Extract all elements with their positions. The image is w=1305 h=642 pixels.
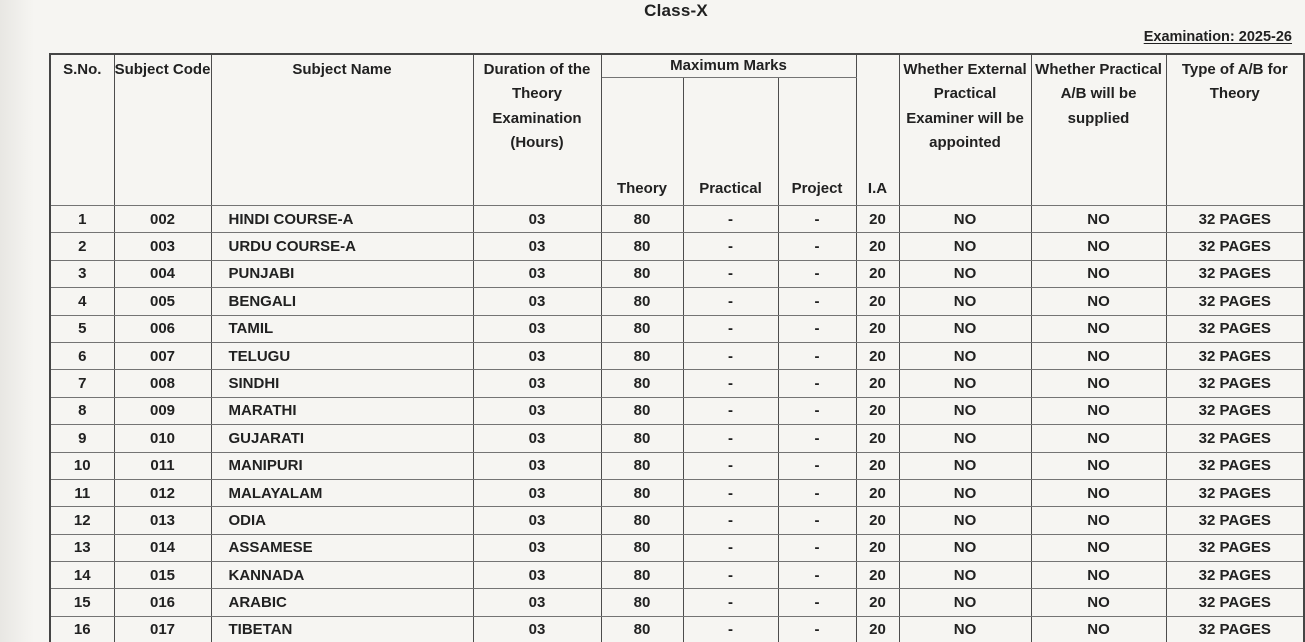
cell-external: NO bbox=[899, 479, 1031, 506]
cell-practical: - bbox=[683, 397, 778, 424]
cell-type-ab: 32 PAGES bbox=[1166, 425, 1304, 452]
cell-s-no: 9 bbox=[50, 425, 114, 452]
cell-duration: 03 bbox=[473, 260, 601, 287]
cell-name: TAMIL bbox=[211, 315, 473, 342]
cell-type-ab: 32 PAGES bbox=[1166, 206, 1304, 233]
cell-theory: 80 bbox=[601, 315, 683, 342]
cell-type-ab: 32 PAGES bbox=[1166, 288, 1304, 315]
cell-code: 007 bbox=[114, 342, 211, 369]
cell-ia: 20 bbox=[856, 342, 899, 369]
cell-practical: - bbox=[683, 425, 778, 452]
cell-name: TIBETAN bbox=[211, 616, 473, 642]
cell-code: 003 bbox=[114, 233, 211, 260]
cell-name: TELUGU bbox=[211, 342, 473, 369]
table-row bbox=[50, 315, 1304, 342]
cell-theory: 80 bbox=[601, 260, 683, 287]
cell-type-ab: 32 PAGES bbox=[1166, 342, 1304, 369]
cell-project: - bbox=[778, 452, 856, 479]
cell-s-no: 1 bbox=[50, 206, 114, 233]
cell-ab-supplied: NO bbox=[1031, 370, 1166, 397]
cell-s-no: 11 bbox=[50, 479, 114, 506]
cell-practical: - bbox=[683, 315, 778, 342]
cell-s-no: 12 bbox=[50, 507, 114, 534]
cell-theory: 80 bbox=[601, 616, 683, 642]
table-row bbox=[50, 562, 1304, 589]
cell-external: NO bbox=[899, 425, 1031, 452]
cell-duration: 03 bbox=[473, 589, 601, 616]
cell-name: MALAYALAM bbox=[211, 479, 473, 506]
table-row bbox=[50, 589, 1304, 616]
cell-code: 011 bbox=[114, 452, 211, 479]
cell-name: KANNADA bbox=[211, 562, 473, 589]
cell-practical: - bbox=[683, 342, 778, 369]
cell-external: NO bbox=[899, 288, 1031, 315]
table-row bbox=[50, 260, 1304, 287]
cell-practical: - bbox=[683, 589, 778, 616]
cell-name: ARABIC bbox=[211, 589, 473, 616]
cell-theory: 80 bbox=[601, 342, 683, 369]
cell-type-ab: 32 PAGES bbox=[1166, 562, 1304, 589]
cell-duration: 03 bbox=[473, 534, 601, 561]
cell-ab-supplied: NO bbox=[1031, 260, 1166, 287]
table-body bbox=[50, 206, 1304, 642]
cell-ab-supplied: NO bbox=[1031, 342, 1166, 369]
cell-ia: 20 bbox=[856, 315, 899, 342]
cell-type-ab: 32 PAGES bbox=[1166, 479, 1304, 506]
cell-s-no: 14 bbox=[50, 562, 114, 589]
cell-ab-supplied: NO bbox=[1031, 534, 1166, 561]
cell-code: 017 bbox=[114, 616, 211, 642]
cell-theory: 80 bbox=[601, 452, 683, 479]
cell-ab-supplied: NO bbox=[1031, 616, 1166, 642]
cell-name: MANIPURI bbox=[211, 452, 473, 479]
cell-project: - bbox=[778, 479, 856, 506]
cell-external: NO bbox=[899, 616, 1031, 642]
cell-s-no: 6 bbox=[50, 342, 114, 369]
cell-s-no: 13 bbox=[50, 534, 114, 561]
cell-theory: 80 bbox=[601, 425, 683, 452]
cell-theory: 80 bbox=[601, 507, 683, 534]
header-duration: Duration of the Theory Examination (Hours) bbox=[473, 54, 601, 206]
cell-external: NO bbox=[899, 370, 1031, 397]
cell-duration: 03 bbox=[473, 562, 601, 589]
cell-ia: 20 bbox=[856, 370, 899, 397]
cell-s-no: 4 bbox=[50, 288, 114, 315]
cell-theory: 80 bbox=[601, 288, 683, 315]
cell-external: NO bbox=[899, 342, 1031, 369]
cell-ab-supplied: NO bbox=[1031, 397, 1166, 424]
cell-s-no: 15 bbox=[50, 589, 114, 616]
cell-ab-supplied: NO bbox=[1031, 479, 1166, 506]
cell-duration: 03 bbox=[473, 507, 601, 534]
scanner-edge-shadow bbox=[0, 0, 34, 642]
cell-external: NO bbox=[899, 233, 1031, 260]
cell-name: URDU COURSE-A bbox=[211, 233, 473, 260]
cell-name: PUNJABI bbox=[211, 260, 473, 287]
header-practical: Practical bbox=[683, 78, 778, 206]
cell-type-ab: 32 PAGES bbox=[1166, 616, 1304, 642]
cell-project: - bbox=[778, 507, 856, 534]
header-ia: I.A bbox=[856, 54, 899, 206]
cell-name: HINDI COURSE-A bbox=[211, 206, 473, 233]
cell-project: - bbox=[778, 288, 856, 315]
header-project: Project bbox=[778, 78, 856, 206]
cell-ab-supplied: NO bbox=[1031, 452, 1166, 479]
cell-type-ab: 32 PAGES bbox=[1166, 315, 1304, 342]
cell-code: 012 bbox=[114, 479, 211, 506]
cell-ab-supplied: NO bbox=[1031, 562, 1166, 589]
table-row bbox=[50, 425, 1304, 452]
header-row-top bbox=[50, 54, 1304, 78]
cell-project: - bbox=[778, 534, 856, 561]
cell-practical: - bbox=[683, 562, 778, 589]
cell-practical: - bbox=[683, 479, 778, 506]
cell-theory: 80 bbox=[601, 233, 683, 260]
cell-practical: - bbox=[683, 507, 778, 534]
cell-theory: 80 bbox=[601, 206, 683, 233]
cell-duration: 03 bbox=[473, 233, 601, 260]
cell-ab-supplied: NO bbox=[1031, 233, 1166, 260]
cell-duration: 03 bbox=[473, 425, 601, 452]
cell-ab-supplied: NO bbox=[1031, 425, 1166, 452]
cell-code: 008 bbox=[114, 370, 211, 397]
cell-ia: 20 bbox=[856, 479, 899, 506]
cell-ia: 20 bbox=[856, 562, 899, 589]
cell-practical: - bbox=[683, 370, 778, 397]
cell-ab-supplied: NO bbox=[1031, 315, 1166, 342]
table-row bbox=[50, 452, 1304, 479]
cell-name: MARATHI bbox=[211, 397, 473, 424]
cell-external: NO bbox=[899, 206, 1031, 233]
cell-ia: 20 bbox=[856, 397, 899, 424]
cell-type-ab: 32 PAGES bbox=[1166, 397, 1304, 424]
cell-type-ab: 32 PAGES bbox=[1166, 534, 1304, 561]
cell-theory: 80 bbox=[601, 562, 683, 589]
cell-ab-supplied: NO bbox=[1031, 206, 1166, 233]
cell-project: - bbox=[778, 589, 856, 616]
cell-duration: 03 bbox=[473, 397, 601, 424]
cell-project: - bbox=[778, 562, 856, 589]
cell-project: - bbox=[778, 233, 856, 260]
cell-external: NO bbox=[899, 507, 1031, 534]
header-subject-code: Subject Code bbox=[114, 54, 211, 206]
cell-project: - bbox=[778, 370, 856, 397]
cell-code: 010 bbox=[114, 425, 211, 452]
cell-s-no: 16 bbox=[50, 616, 114, 642]
table-row bbox=[50, 507, 1304, 534]
cell-name: GUJARATI bbox=[211, 425, 473, 452]
cell-code: 014 bbox=[114, 534, 211, 561]
cell-name: ODIA bbox=[211, 507, 473, 534]
cell-s-no: 5 bbox=[50, 315, 114, 342]
cell-type-ab: 32 PAGES bbox=[1166, 260, 1304, 287]
cell-s-no: 10 bbox=[50, 452, 114, 479]
cell-ab-supplied: NO bbox=[1031, 288, 1166, 315]
header-subject-name: Subject Name bbox=[211, 54, 473, 206]
cell-duration: 03 bbox=[473, 315, 601, 342]
header-practical-ab: Whether Practical A/B will be supplied bbox=[1031, 54, 1166, 206]
cell-external: NO bbox=[899, 452, 1031, 479]
cell-ia: 20 bbox=[856, 288, 899, 315]
cell-code: 005 bbox=[114, 288, 211, 315]
cell-practical: - bbox=[683, 260, 778, 287]
table-row bbox=[50, 397, 1304, 424]
table-header bbox=[50, 54, 1304, 206]
cell-ia: 20 bbox=[856, 534, 899, 561]
cell-name: SINDHI bbox=[211, 370, 473, 397]
cell-ia: 20 bbox=[856, 452, 899, 479]
header-type-ab: Type of A/B for Theory bbox=[1166, 54, 1304, 206]
table-row bbox=[50, 370, 1304, 397]
cell-s-no: 8 bbox=[50, 397, 114, 424]
table-row bbox=[50, 342, 1304, 369]
cell-practical: - bbox=[683, 452, 778, 479]
cell-name: BENGALI bbox=[211, 288, 473, 315]
cell-external: NO bbox=[899, 534, 1031, 561]
cell-s-no: 7 bbox=[50, 370, 114, 397]
cell-code: 016 bbox=[114, 589, 211, 616]
cell-practical: - bbox=[683, 616, 778, 642]
cell-ab-supplied: NO bbox=[1031, 589, 1166, 616]
cell-s-no: 3 bbox=[50, 260, 114, 287]
header-external-examiner: Whether External Practical Examiner will be appointed bbox=[899, 54, 1031, 206]
header-theory: Theory bbox=[601, 78, 683, 206]
cell-type-ab: 32 PAGES bbox=[1166, 589, 1304, 616]
table-row bbox=[50, 233, 1304, 260]
cell-type-ab: 32 PAGES bbox=[1166, 507, 1304, 534]
cell-theory: 80 bbox=[601, 370, 683, 397]
cell-ia: 20 bbox=[856, 260, 899, 287]
cell-project: - bbox=[778, 397, 856, 424]
cell-ia: 20 bbox=[856, 425, 899, 452]
cell-type-ab: 32 PAGES bbox=[1166, 370, 1304, 397]
cell-practical: - bbox=[683, 288, 778, 315]
cell-ia: 20 bbox=[856, 233, 899, 260]
cell-project: - bbox=[778, 206, 856, 233]
cell-duration: 03 bbox=[473, 288, 601, 315]
cell-type-ab: 32 PAGES bbox=[1166, 452, 1304, 479]
cell-external: NO bbox=[899, 315, 1031, 342]
cell-s-no: 2 bbox=[50, 233, 114, 260]
cell-type-ab: 32 PAGES bbox=[1166, 233, 1304, 260]
cell-code: 004 bbox=[114, 260, 211, 287]
cell-theory: 80 bbox=[601, 534, 683, 561]
cell-duration: 03 bbox=[473, 370, 601, 397]
cell-ia: 20 bbox=[856, 616, 899, 642]
page-title: Class-X bbox=[644, 1, 708, 20]
cell-project: - bbox=[778, 260, 856, 287]
cell-theory: 80 bbox=[601, 589, 683, 616]
cell-ab-supplied: NO bbox=[1031, 507, 1166, 534]
cell-code: 013 bbox=[114, 507, 211, 534]
cell-name: ASSAMESE bbox=[211, 534, 473, 561]
cell-project: - bbox=[778, 425, 856, 452]
table-row bbox=[50, 616, 1304, 642]
cell-ia: 20 bbox=[856, 206, 899, 233]
cell-duration: 03 bbox=[473, 479, 601, 506]
cell-project: - bbox=[778, 616, 856, 642]
cell-code: 006 bbox=[114, 315, 211, 342]
cell-practical: - bbox=[683, 534, 778, 561]
cell-project: - bbox=[778, 342, 856, 369]
cell-external: NO bbox=[899, 397, 1031, 424]
table-row bbox=[50, 206, 1304, 233]
table-row bbox=[50, 534, 1304, 561]
cell-ia: 20 bbox=[856, 589, 899, 616]
cell-practical: - bbox=[683, 233, 778, 260]
cell-duration: 03 bbox=[473, 452, 601, 479]
cell-duration: 03 bbox=[473, 206, 601, 233]
examination-session-label: Examination: 2025-26 bbox=[1143, 29, 1292, 45]
cell-external: NO bbox=[899, 589, 1031, 616]
cell-ia: 20 bbox=[856, 507, 899, 534]
subjects-table bbox=[49, 53, 1305, 642]
cell-external: NO bbox=[899, 562, 1031, 589]
header-maximum-marks: Maximum Marks bbox=[601, 54, 856, 78]
header-s-no: S.No. bbox=[50, 54, 114, 206]
cell-duration: 03 bbox=[473, 342, 601, 369]
cell-practical: - bbox=[683, 206, 778, 233]
cell-theory: 80 bbox=[601, 479, 683, 506]
cell-duration: 03 bbox=[473, 616, 601, 642]
cell-code: 009 bbox=[114, 397, 211, 424]
table-row bbox=[50, 479, 1304, 506]
cell-theory: 80 bbox=[601, 397, 683, 424]
table-row bbox=[50, 288, 1304, 315]
cell-code: 002 bbox=[114, 206, 211, 233]
cell-external: NO bbox=[899, 260, 1031, 287]
cell-code: 015 bbox=[114, 562, 211, 589]
cell-project: - bbox=[778, 315, 856, 342]
